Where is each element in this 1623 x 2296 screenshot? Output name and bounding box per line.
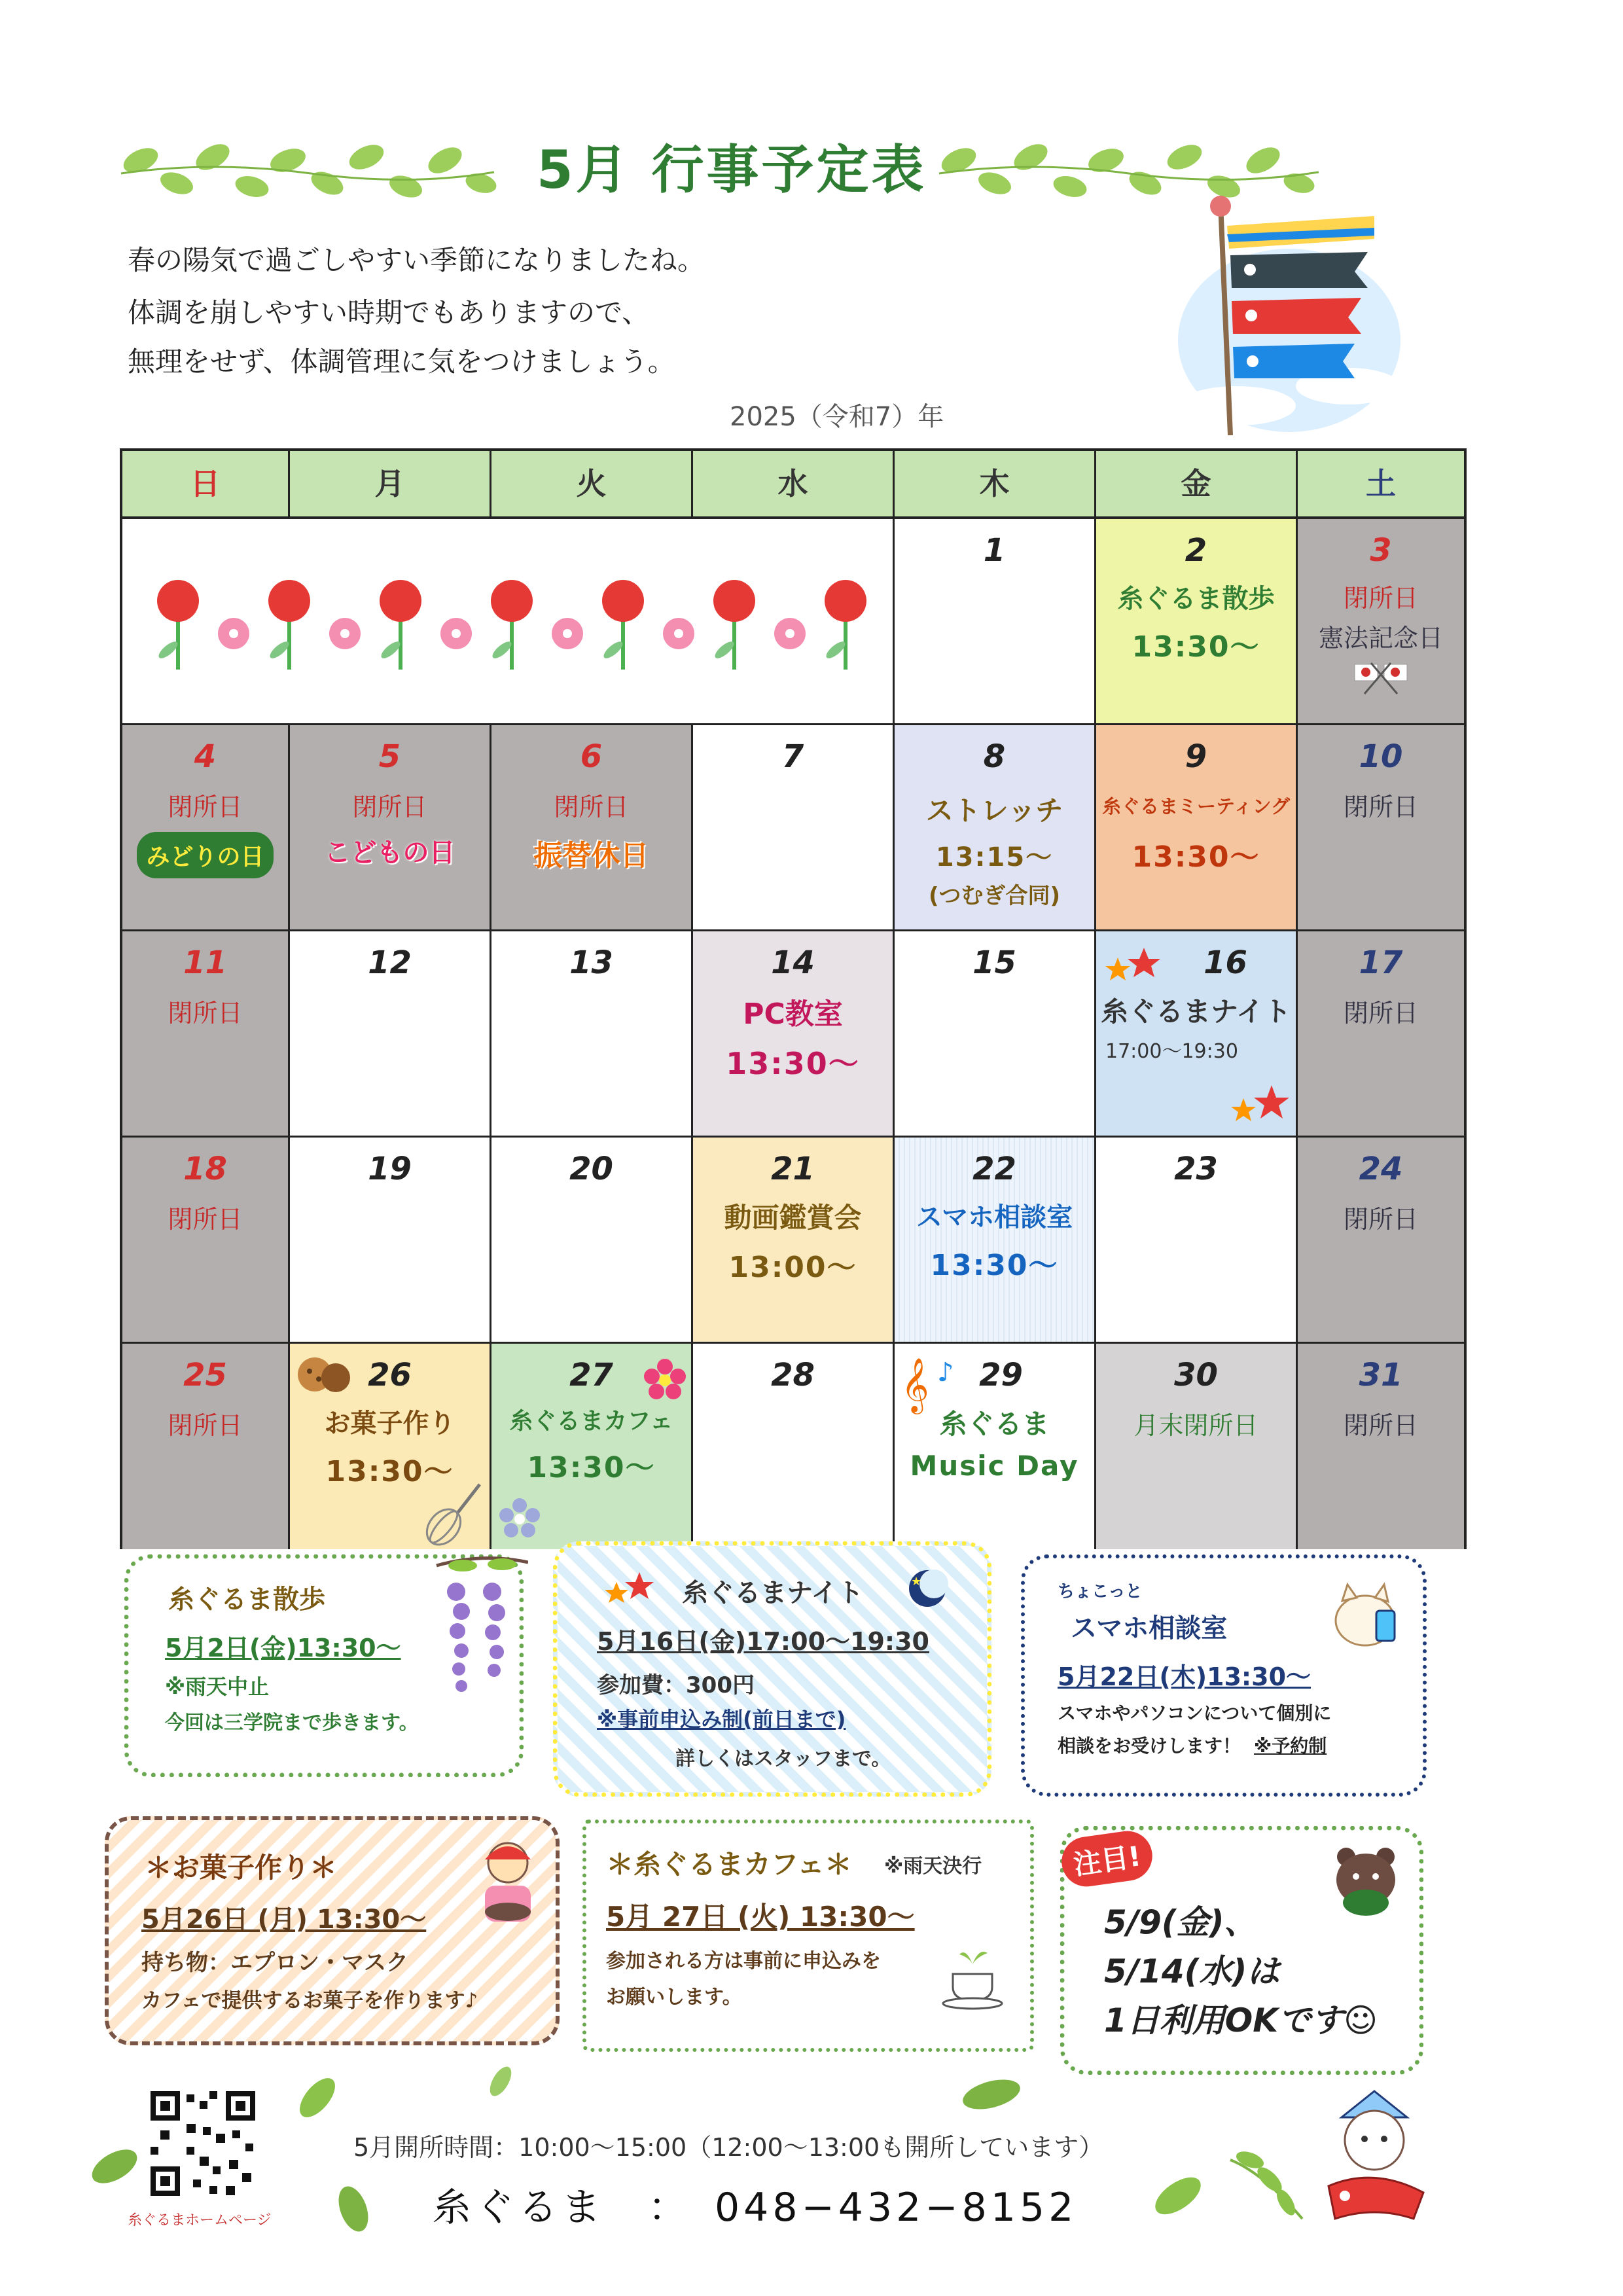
- box-title: 糸ぐるまナイト: [682, 1578, 864, 1608]
- box-line: お願いします。: [606, 1986, 742, 2009]
- calendar-grid: [120, 448, 1467, 1549]
- koinobori-carp-streamer-icon: [1158, 190, 1407, 439]
- day-number: 25: [183, 1357, 227, 1393]
- leaf-icon: [327, 2179, 380, 2238]
- closed-label: 閉所日: [554, 793, 629, 821]
- day-number: 8: [983, 738, 1006, 775]
- day-cell-31: [1298, 1344, 1464, 1549]
- day-number: 26: [368, 1357, 412, 1393]
- opening-hours: 5月開所時間：10:00〜15:00（12:00〜13:00も開所しています）: [353, 2133, 1104, 2162]
- leaf-sprig-icon: [1224, 2140, 1315, 2225]
- event-time: 13:00〜: [728, 1251, 857, 1284]
- day-number: 14: [771, 944, 815, 981]
- day-cell-10: [1298, 725, 1464, 931]
- box-line: 今回は三学院まで歩きます。: [165, 1712, 419, 1734]
- event-title: 糸ぐるま散歩: [1117, 584, 1275, 614]
- day-number: 18: [183, 1151, 227, 1187]
- page-title: 5月 行事予定表: [537, 139, 927, 200]
- closed-label: 閉所日: [1343, 1411, 1418, 1440]
- info-box-night: [553, 1541, 991, 1797]
- day-number: 12: [368, 944, 412, 981]
- event-title: 糸ぐるまナイト: [1100, 996, 1292, 1028]
- svg-text:𝄞: 𝄞: [901, 1357, 929, 1412]
- day-number: 1: [983, 532, 1006, 569]
- day-cell-11: [122, 931, 290, 1138]
- event-time: Music Day: [910, 1450, 1079, 1482]
- info-box-cafe: [582, 1820, 1034, 2052]
- day-number: 7: [781, 738, 804, 775]
- day-cell-22: [895, 1138, 1096, 1344]
- header: [0, 0, 1623, 445]
- day-number: 20: [569, 1151, 613, 1187]
- day-cell-17: [1298, 931, 1464, 1138]
- event-title: お菓子作り: [324, 1408, 455, 1439]
- weekday-sun: 日: [122, 451, 290, 519]
- day-cell-29: [895, 1344, 1096, 1549]
- notice-line: 5/9(金)、: [1104, 1903, 1257, 1941]
- closed-label: 閉所日: [168, 999, 243, 1028]
- day-number: 9: [1185, 738, 1207, 775]
- event-time: 13:30〜: [527, 1451, 656, 1484]
- event-title: 糸ぐるま: [939, 1408, 1050, 1440]
- box-note: ※雨天決行: [884, 1855, 982, 1878]
- info-box-walk: [124, 1554, 524, 1777]
- music-note-icon: [901, 1352, 967, 1417]
- qr-label[interactable]: 糸ぐるまホームページ: [128, 2212, 272, 2229]
- event-time: 13:15〜: [935, 842, 1054, 872]
- day-cell-6: [491, 725, 693, 931]
- day-cell-14: [693, 931, 895, 1138]
- weekday-sat: 土: [1298, 451, 1464, 519]
- closed-label: 月末閉所日: [1133, 1411, 1258, 1440]
- event-time: 13:30〜: [1132, 630, 1260, 664]
- leaf-icon: [1145, 2166, 1211, 2225]
- day-cell-12: [290, 931, 491, 1138]
- box-line: カフェで提供するお菓子を作ります♪: [141, 1989, 478, 2013]
- svg-text:♪: ♪: [937, 1357, 954, 1388]
- day-cell-24: [1298, 1138, 1464, 1344]
- day-cell-15: [895, 931, 1096, 1138]
- day-number: 6: [580, 738, 603, 775]
- closed-label: 閉所日: [1343, 584, 1418, 613]
- box-line: 詳しくはスタッフまで。: [675, 1748, 891, 1770]
- weekday-fri: 金: [1096, 451, 1298, 519]
- holiday-badge: 振替休日: [533, 839, 649, 872]
- intro-line-1: 春の陽気で過ごしやすい季節になりましたね。: [128, 244, 705, 276]
- info-box-notice: [1060, 1826, 1423, 2075]
- leaf-vine-left-icon: [115, 121, 501, 219]
- event-title: 糸ぐるまカフェ: [509, 1408, 673, 1435]
- weekday-tue: 火: [491, 451, 693, 519]
- intro-line-3: 無理をせず、体調管理に気をつけましょう。: [128, 346, 675, 378]
- day-cell-4: [122, 725, 290, 931]
- intro-line-2: 体調を崩しやすい時期でもありますので、: [128, 296, 650, 329]
- info-box-smartphone: [1021, 1554, 1427, 1797]
- weekday-thu: 木: [895, 451, 1096, 519]
- day-cell-2: [1096, 519, 1298, 725]
- day-number: 5: [378, 738, 401, 775]
- leaf-icon: [955, 2068, 1027, 2121]
- day-number: 22: [972, 1151, 1016, 1187]
- day-number: 28: [771, 1357, 815, 1393]
- event-title: PC教室: [743, 997, 843, 1031]
- holiday-label: 憲法記念日: [1318, 624, 1443, 653]
- contact-phone: 糸ぐるま ： 048−432−8152: [432, 2185, 1078, 2231]
- box-small-label: ちょこっと: [1058, 1582, 1143, 1602]
- day-cell-27: [491, 1344, 693, 1549]
- day-cell-5: [290, 725, 491, 931]
- flower-icon: [497, 1496, 543, 1541]
- day-cell-23: [1096, 1138, 1298, 1344]
- day-number: 21: [771, 1151, 815, 1187]
- star-icon: [1101, 944, 1160, 990]
- event-title: 糸ぐるまミーティング: [1101, 795, 1291, 817]
- day-number: 24: [1359, 1151, 1403, 1187]
- star-icon: [603, 1569, 656, 1608]
- box-line: 持ち物：エプロン・マスク: [141, 1950, 408, 1976]
- weekday-mon: 月: [290, 451, 491, 519]
- carnation-banner: [122, 519, 895, 725]
- box-date: 5月2日(金)13:30〜: [165, 1634, 401, 1662]
- day-cell-26: [290, 1344, 491, 1549]
- girl-baking-icon: [465, 1833, 550, 1931]
- day-cell-7: [693, 725, 895, 931]
- day-number: 15: [972, 944, 1016, 981]
- box-title: スマホ相談室: [1071, 1613, 1228, 1643]
- samurai-cat-mascot-icon: [1315, 2088, 1433, 2232]
- flower-icon: [642, 1357, 688, 1403]
- leaf-icon: [288, 2072, 347, 2124]
- day-cell-16: [1096, 931, 1298, 1138]
- event-time: 13:30〜: [325, 1455, 454, 1488]
- leaf-icon: [85, 2140, 144, 2193]
- day-cell-20: [491, 1138, 693, 1344]
- box-line: 参加される方は事前に申込みを: [606, 1950, 881, 1973]
- event-title: ストレッチ: [925, 795, 1063, 827]
- day-cell-8: [895, 725, 1096, 931]
- day-cell-21: [693, 1138, 895, 1344]
- star-icon: [1227, 1082, 1293, 1134]
- wisteria-icon: [430, 1552, 528, 1749]
- closed-label: 閉所日: [168, 1411, 243, 1440]
- svg-text:★: ★: [911, 1575, 922, 1588]
- box-date: 5月26日 (月) 13:30〜: [141, 1905, 427, 1935]
- closed-label: 閉所日: [168, 793, 243, 821]
- event-time: 13:30〜: [726, 1046, 860, 1081]
- holiday-badge: みどりの日: [137, 832, 273, 878]
- closed-label: 閉所日: [1343, 999, 1418, 1028]
- box-date: 5月16日(金)17:00〜19:30: [597, 1627, 929, 1656]
- box-date: 5月22日(木)13:30〜: [1058, 1662, 1311, 1691]
- box-line: 参加費：300円: [597, 1672, 755, 1698]
- day-cell-25: [122, 1344, 290, 1549]
- box-line: ※雨天中止: [165, 1674, 270, 1699]
- notice-line: 1日利用OKです☺: [1104, 2001, 1378, 2039]
- day-number: 3: [1370, 532, 1392, 569]
- cat-with-phone-icon: [1329, 1578, 1408, 1650]
- day-cell-9: [1096, 725, 1298, 931]
- carnation-flowers-icon: [122, 519, 895, 725]
- event-note: (つむぎ合同): [928, 883, 1061, 909]
- day-number: 16: [1204, 944, 1247, 981]
- notice-badge: 注目!: [1058, 1828, 1155, 1890]
- box-line: ※事前申込み制(前日まで): [597, 1707, 846, 1732]
- day-cell-3: [1298, 519, 1464, 725]
- event-title: 動画鑑賞会: [724, 1202, 862, 1234]
- day-number: 31: [1359, 1357, 1403, 1393]
- qr-code-icon: [147, 2088, 259, 2199]
- box-title: ＊糸ぐるまカフェ＊: [606, 1848, 852, 1880]
- day-number: 4: [194, 738, 217, 775]
- event-time: 17:00〜19:30: [1105, 1040, 1238, 1063]
- holiday-badge: こどもの日: [324, 838, 455, 868]
- box-line: スマホやパソコンについて個別に: [1058, 1702, 1332, 1724]
- day-number: 30: [1174, 1357, 1218, 1393]
- day-number: 13: [569, 944, 613, 981]
- whisk-icon: [421, 1481, 486, 1547]
- event-time: 13:30〜: [930, 1249, 1059, 1282]
- cookie-icon: [295, 1352, 354, 1397]
- notice-line: 5/14(水)は: [1104, 1952, 1280, 1990]
- day-number: 11: [183, 944, 227, 981]
- day-cell-30: [1096, 1344, 1298, 1549]
- day-number: 17: [1359, 944, 1403, 981]
- day-number: 2: [1185, 532, 1207, 569]
- day-number: 23: [1174, 1151, 1218, 1187]
- box-line: ※予約制: [1254, 1735, 1327, 1757]
- day-number: 19: [368, 1151, 412, 1187]
- event-time: 13:30〜: [1132, 840, 1260, 874]
- box-date: 5月 27日 (火) 13:30〜: [606, 1901, 915, 1933]
- day-cell-13: [491, 931, 693, 1138]
- day-cell-28: [693, 1344, 895, 1549]
- day-number: 29: [979, 1357, 1023, 1393]
- coffee-cup-icon: [936, 1935, 1008, 2013]
- day-number: 27: [569, 1357, 613, 1393]
- moon-icon: [904, 1566, 950, 1611]
- closed-label: 閉所日: [1343, 793, 1418, 821]
- info-box-sweets: [105, 1816, 560, 2045]
- weekday-wed: 水: [693, 451, 895, 519]
- day-cell-1: [895, 519, 1096, 725]
- bear-mascot-icon: [1327, 1840, 1405, 1919]
- day-cell-19: [290, 1138, 491, 1344]
- day-cell-18: [122, 1138, 290, 1344]
- box-title: 糸ぐるま散歩: [168, 1585, 325, 1615]
- event-title: スマホ相談室: [916, 1202, 1073, 1232]
- closed-label: 閉所日: [168, 1205, 243, 1234]
- crossed-flags-icon: [1351, 658, 1410, 697]
- year-label: 2025（令和7）年: [730, 402, 944, 432]
- closed-label: 閉所日: [352, 793, 427, 821]
- box-line: 相談をお受けします！: [1058, 1735, 1241, 1757]
- closed-label: 閉所日: [1343, 1205, 1418, 1234]
- day-number: 10: [1359, 738, 1403, 775]
- leaf-icon: [478, 2058, 524, 2104]
- box-title: ＊お菓子作り＊: [145, 1852, 338, 1884]
